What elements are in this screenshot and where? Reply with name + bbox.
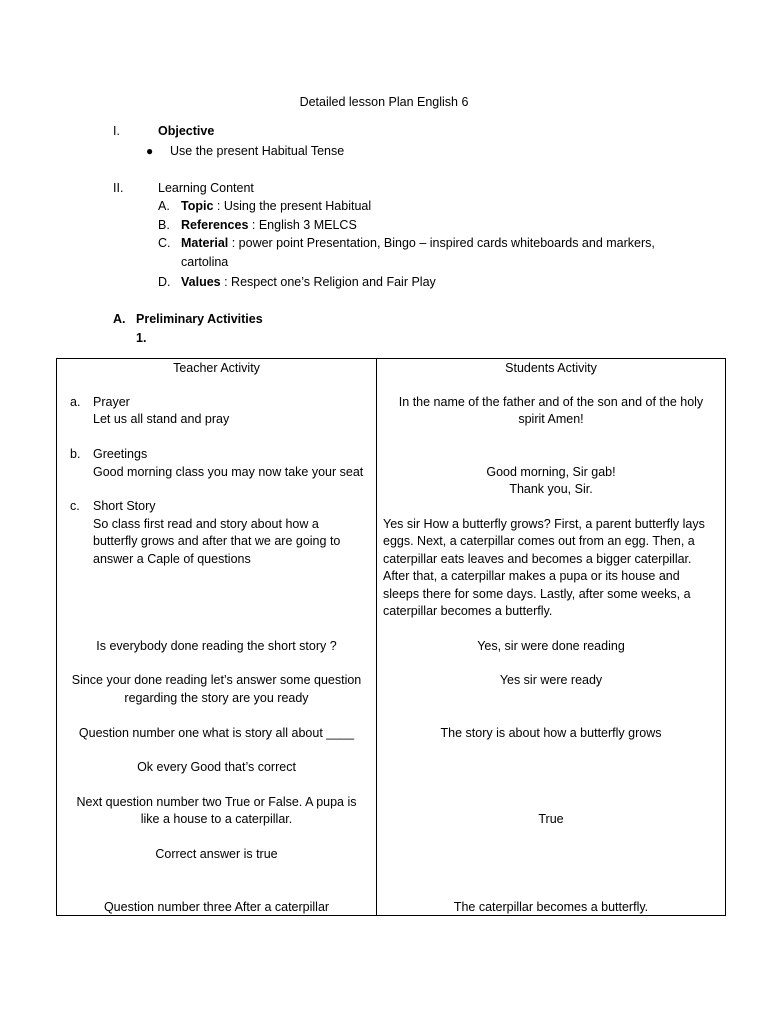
teacher-activity-header: Teacher Activity xyxy=(173,361,260,375)
page-title: Detailed lesson Plan English 6 xyxy=(299,95,469,109)
content-item-letter: D. xyxy=(158,275,171,289)
preliminary-letter: A. xyxy=(113,312,126,326)
teacher-ok-line: Ok every Good that’s correct xyxy=(137,760,296,774)
teacher-question-two-line: like a house to a caterpillar. xyxy=(140,812,293,826)
student-amen-line: In the name of the father and of the son and of the holy xyxy=(398,395,704,409)
teacher-question-two-line: Next question number two True or False. A pupa is xyxy=(76,795,357,809)
student-story-line: caterpillar becomes a butterfly. xyxy=(383,604,553,618)
teacher-correct-line: Correct answer is true xyxy=(155,847,278,861)
objective-heading: Objective xyxy=(158,124,215,138)
student-becomes-answer: The caterpillar becomes a butterfly. xyxy=(453,900,649,914)
preliminary-heading: Preliminary Activities xyxy=(136,312,263,326)
student-story-line: caterpillar eats leaves and becomes a bigger caterpillar. xyxy=(383,552,692,566)
preliminary-sub-number: 1. xyxy=(136,331,147,345)
greetings-label: Greetings xyxy=(93,447,148,461)
section-1-number: I. xyxy=(113,124,120,138)
short-story-line: So class first read and story about how a xyxy=(93,517,319,531)
greetings-line: Good morning class you may now take your seat xyxy=(93,465,364,479)
student-true-answer: True xyxy=(538,812,564,826)
short-story-label: Short Story xyxy=(93,499,156,513)
content-item-values: Values : Respect one’s Religion and Fair Play xyxy=(181,275,436,289)
section-2-number: II. xyxy=(113,181,124,195)
teacher-activity-column xyxy=(57,359,377,916)
student-story-line: Yes sir How a butterfly grows? First, a parent butterfly lays xyxy=(383,517,705,531)
content-item-references: References : English 3 MELCS xyxy=(181,218,357,232)
content-item-topic: Topic : Using the present Habitual xyxy=(181,199,372,213)
prayer-line: Let us all stand and pray xyxy=(93,412,230,426)
bullet-icon: ● xyxy=(146,144,154,158)
learning-content-heading: Learning Content xyxy=(158,181,254,195)
teacher-question-one: Question number one what is story all about ____ xyxy=(78,726,355,740)
activity-table xyxy=(56,358,726,916)
short-story-letter: c. xyxy=(70,499,80,513)
student-ready-answer: Yes sir were ready xyxy=(499,673,603,687)
teacher-done-question: Is everybody done reading the short story ? xyxy=(96,639,337,653)
student-story-line: After that, a caterpillar makes a pupa or its house and xyxy=(383,569,680,583)
content-item-letter: C. xyxy=(158,236,171,250)
student-story-line: eggs. Next, a caterpillar comes out from an egg. Then, a xyxy=(383,534,695,548)
student-amen-line: spirit Amen! xyxy=(518,412,584,426)
teacher-since-line: Since your done reading let’s answer some question xyxy=(71,673,362,687)
student-morning-line: Thank you, Sir. xyxy=(509,482,593,496)
content-item-letter: B. xyxy=(158,218,170,232)
short-story-line: answer a Caple of questions xyxy=(93,552,251,566)
teacher-question-three: Question number three After a caterpillar xyxy=(103,900,330,914)
greetings-letter: b. xyxy=(70,447,81,461)
student-done-answer: Yes, sir were done reading xyxy=(477,639,625,653)
content-item-material-cont: cartolina xyxy=(181,255,229,269)
content-item-letter: A. xyxy=(158,199,170,213)
student-morning-line: Good morning, Sir gab! xyxy=(486,465,616,479)
objective-bullet: Use the present Habitual Tense xyxy=(170,144,345,158)
students-activity-header: Students Activity xyxy=(505,361,597,375)
prayer-letter: a. xyxy=(70,395,81,409)
students-activity-column xyxy=(377,359,726,916)
teacher-since-line: regarding the story are you ready xyxy=(124,691,309,705)
student-story-line: sleeps there for some days. Lastly, after some weeks, a xyxy=(383,587,691,601)
content-item-material: Material : power point Presentation, Bingo – inspired cards whiteboards and markers, xyxy=(181,236,655,250)
prayer-label: Prayer xyxy=(93,395,130,409)
student-about-answer: The story is about how a butterfly grows xyxy=(440,726,662,740)
short-story-line: butterfly grows and after that we are going to xyxy=(93,534,341,548)
